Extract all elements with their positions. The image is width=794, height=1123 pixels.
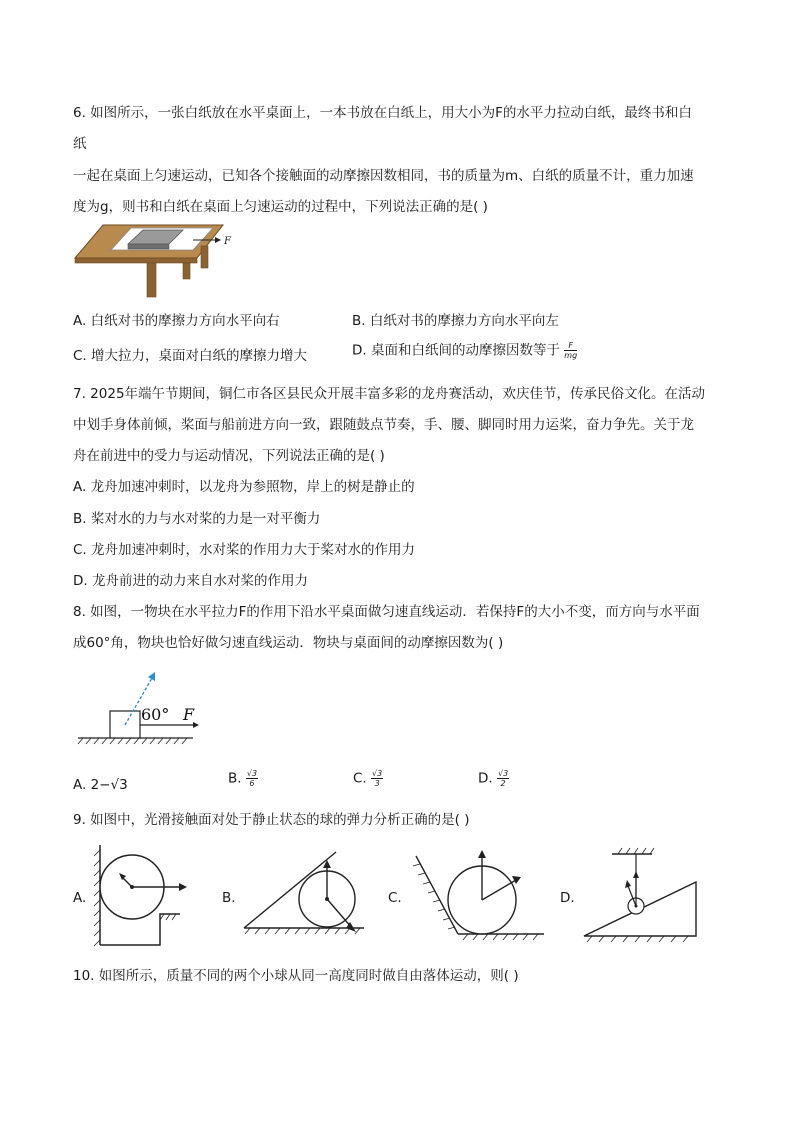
q8-option-b-fraction	[246, 769, 258, 788]
q6-option-a[interactable]: A. 白纸对书的摩擦力方向水平向右	[73, 313, 280, 329]
q6-option-d-fraction	[564, 341, 577, 360]
q9-option-b-label[interactable]: B.	[222, 890, 236, 906]
q8-stem-line-1: 8. 如图，一物块在水平拉力F的作用下沿水平桌面做匀速直线运动．若保持F的大小不变，而方向与水平面	[73, 604, 700, 620]
q8-option-b[interactable]	[228, 769, 258, 788]
q9-figure-c[interactable]	[408, 842, 548, 946]
q7-option-d[interactable]: D. 龙舟前进的动力来自水对桨的作用力	[73, 573, 308, 589]
q8-option-b-numerator: √3	[246, 769, 258, 778]
q8-option-d[interactable]	[478, 769, 509, 788]
q8-option-c[interactable]	[353, 769, 383, 788]
q8-angle-label: 60°	[141, 705, 170, 724]
q7-option-b[interactable]: B. 桨对水的力与水对桨的力是一对平衡力	[73, 511, 321, 527]
q9-figure-d[interactable]	[578, 844, 708, 946]
q8-option-d-denominator: 2	[500, 779, 506, 788]
q9-figure-b[interactable]	[240, 846, 370, 942]
q8-option-c-label: C.	[353, 770, 367, 787]
q6-option-d-denominator: mg	[564, 351, 578, 360]
q6-option-b[interactable]: B. 白纸对书的摩擦力方向水平向左	[352, 313, 559, 329]
q8-option-b-label: B.	[228, 770, 242, 787]
q7-stem-line-2: 中划手身体前倾，桨面与船前进方向一致，跟随鼓点节奏，手、腰、脚同时用力运桨，奋力争先。关于龙	[73, 417, 694, 433]
q6-stem-line-1: 6. 如图所示，一张白纸放在水平桌面上，一本书放在白纸上，用大小为F的水平力拉动白纸，最终书和白	[73, 105, 692, 121]
q8-figure-block-force	[75, 668, 205, 748]
q8-option-c-denominator: 3	[374, 779, 380, 788]
q9-option-a-label[interactable]: A.	[73, 890, 87, 906]
q8-stem-line-2: 成60°角，物块也恰好做匀速直线运动．物块与桌面间的动摩擦因数为( )	[73, 635, 504, 651]
q6-option-d[interactable]	[352, 341, 577, 360]
q8-option-c-fraction	[371, 769, 383, 788]
q7-stem-line-3: 舟在前进中的受力与运动情况，下列说法正确的是( )	[73, 448, 385, 464]
q6-stem-line-3: 一起在桌面上匀速运动，已知各个接触面的动摩擦因数相同，书的质量为m、白纸的质量不计，重力加速	[73, 168, 694, 184]
q7-option-a[interactable]: A. 龙舟加速冲刺时，以龙舟为参照物，岸上的树是静止的	[73, 479, 415, 495]
q10-stem-line-1: 10. 如图所示，质量不同的两个小球从同一高度同时做自由落体运动，则( )	[73, 968, 519, 984]
q8-option-d-label: D.	[478, 770, 493, 787]
q6-option-c[interactable]: C. 增大拉力，桌面对白纸的摩擦力增大	[73, 348, 308, 364]
q9-option-d-label[interactable]: D.	[560, 890, 575, 906]
q8-option-d-numerator: √3	[497, 769, 509, 778]
q6-option-d-text: D. 桌面和白纸间的动摩擦因数等于	[352, 342, 560, 359]
q9-figure-a[interactable]	[90, 840, 200, 950]
q9-option-c-label[interactable]: C.	[388, 890, 402, 906]
q8-option-b-denominator: 6	[249, 779, 255, 788]
q6-stem-line-2: 纸	[73, 136, 87, 152]
q8-force-label: F	[183, 705, 195, 724]
q6-force-label: F	[224, 236, 231, 247]
q7-option-c[interactable]: C. 龙舟加速冲刺时，水对桨的作用力大于桨对水的作用力	[73, 542, 416, 558]
q7-stem-line-1: 7. 2025年端午节期间，铜仁市各区县民众开展丰富多彩的龙舟赛活动，欢庆佳节，传承民俗文化。在活动	[73, 386, 706, 402]
q6-option-d-numerator: F	[564, 341, 577, 351]
q6-figure-desk-paper-book	[73, 222, 243, 300]
q8-option-a[interactable]: A. 2−√3	[73, 777, 128, 793]
q9-stem-line-1: 9. 如图中，光滑接触面对处于静止状态的球的弹力分析正确的是( )	[73, 812, 470, 828]
q6-stem-line-4: 度为g，则书和白纸在桌面上匀速运动的过程中，下列说法正确的是( )	[73, 199, 488, 215]
q8-option-d-fraction	[497, 769, 509, 788]
q8-option-c-numerator: √3	[372, 769, 383, 778]
